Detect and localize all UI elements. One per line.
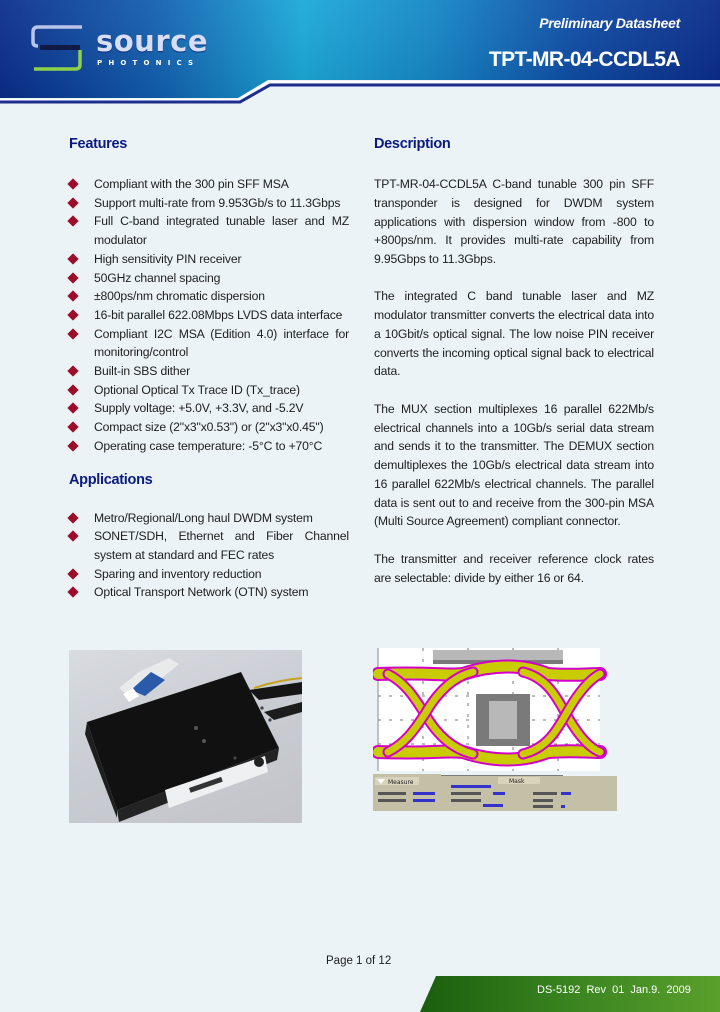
measure-tab-label: Measure (388, 779, 414, 786)
diamond-bullet-icon (67, 328, 78, 339)
description-paragraph: The integrated C band tunable laser and MZ modulator transmitter converts the electrical data into a 10Gbit/s optical signal. The low noise PIN receiver converts the incoming optical signal back to electrical data. (374, 289, 654, 379)
mask-tab-label: Mask (509, 778, 525, 785)
diamond-bullet-icon (67, 421, 78, 432)
diamond-bullet-icon (67, 178, 78, 189)
application-item: Optical Transport Network (OTN) system (69, 583, 349, 602)
part-number-title: TPT-MR-04-CCDL5A (488, 48, 680, 71)
description-paragraph: The MUX section multiplexes 16 parallel 622Mb/s electrical channels into a 10Gb/s serial data stream and sends it to the transmitter. The DEMUX section demultiplexes the 10Gb/s electrical data stream into 16 parallel 622Mb/s electrical channels. The parallel data is sent out to and receive from the 300-pin MSA (Multi Source Agreement) compliant connector. (374, 401, 654, 529)
eye-diagram-image (373, 644, 617, 811)
feature-item: 50GHz channel spacing (69, 269, 349, 288)
feature-item: Built-in SBS dither (69, 362, 349, 381)
diamond-bullet-icon (67, 531, 78, 542)
features-heading: Features (69, 136, 128, 152)
source-photonics-logo (30, 24, 210, 74)
document-kind: Preliminary Datasheet (539, 15, 680, 31)
application-item: Metro/Regional/Long haul DWDM system (69, 509, 349, 528)
diamond-bullet-icon (67, 253, 78, 264)
description-heading: Description (374, 136, 451, 152)
diamond-bullet-icon (67, 365, 78, 376)
page-number: Page 1 of 12 (326, 955, 392, 967)
diamond-bullet-icon (67, 403, 78, 414)
feature-item: 16-bit parallel 622.08Mbps LVDS data interface (69, 306, 349, 325)
feature-item: Supply voltage: +5.0V, +3.3V, and -5.2V (69, 399, 349, 418)
logo-wordmark: source (96, 24, 208, 58)
application-item: SONET/SDH, Ethernet and Fiber Channel system at standard and FEC rates (69, 527, 349, 564)
logo-s-mark-icon (30, 24, 88, 72)
feature-item: Full C-band integrated tunable laser and MZ modulator (69, 212, 349, 249)
application-item: Sparing and inventory reduction (69, 565, 349, 584)
logo-subword: PHOTONICS (97, 59, 200, 67)
feature-item: Support multi-rate from 9.953Gb/s to 11.3Gbps (69, 194, 349, 213)
feature-item: Optional Optical Tx Trace ID (Tx_trace) (69, 381, 349, 400)
feature-item: Compliant I2C MSA (Edition 4.0) interface for monitoring/control (69, 325, 349, 362)
diamond-bullet-icon (67, 440, 78, 451)
features-list (69, 175, 349, 456)
diamond-bullet-icon (67, 272, 78, 283)
diamond-bullet-icon (67, 197, 78, 208)
page-header (0, 0, 720, 104)
feature-item: Operating case temperature: -5°C to +70°C (69, 437, 349, 456)
product-photo (69, 650, 302, 823)
diamond-bullet-icon (67, 384, 78, 395)
description-paragraph: The transmitter and receiver reference clock rates are selectable: divide by either 16 or 64. (374, 551, 654, 585)
diamond-bullet-icon (67, 309, 78, 320)
right-column (374, 136, 654, 587)
eye-diagram-figure (373, 644, 617, 811)
document-revision: DS-5192 Rev 01 Jan.9. 2009 (537, 984, 691, 996)
left-column (69, 136, 349, 602)
feature-item: ±800ps/nm chromatic dispersion (69, 287, 349, 306)
diamond-bullet-icon (67, 568, 78, 579)
feature-item: Compact size (2"x3"x0.53") or (2"x3"x0.45") (69, 418, 349, 437)
applications-heading: Applications (69, 471, 153, 488)
description-paragraph: TPT-MR-04-CCDL5A C-band tunable 300 pin SFF transponder is designed for DWDM system applications with dispersion window from -800 to +800ps/nm. It provides multi-rate capability from 9.95Gbps to 11.3Gbps. (374, 177, 654, 266)
feature-item: High sensitivity PIN receiver (69, 250, 349, 269)
feature-item: Compliant with the 300 pin SFF MSA (69, 175, 349, 194)
diamond-bullet-icon (67, 216, 78, 227)
transponder-module-image (69, 650, 302, 823)
diamond-bullet-icon (67, 587, 78, 598)
diamond-bullet-icon (67, 291, 78, 302)
applications-list (69, 509, 349, 603)
diamond-bullet-icon (67, 512, 78, 523)
